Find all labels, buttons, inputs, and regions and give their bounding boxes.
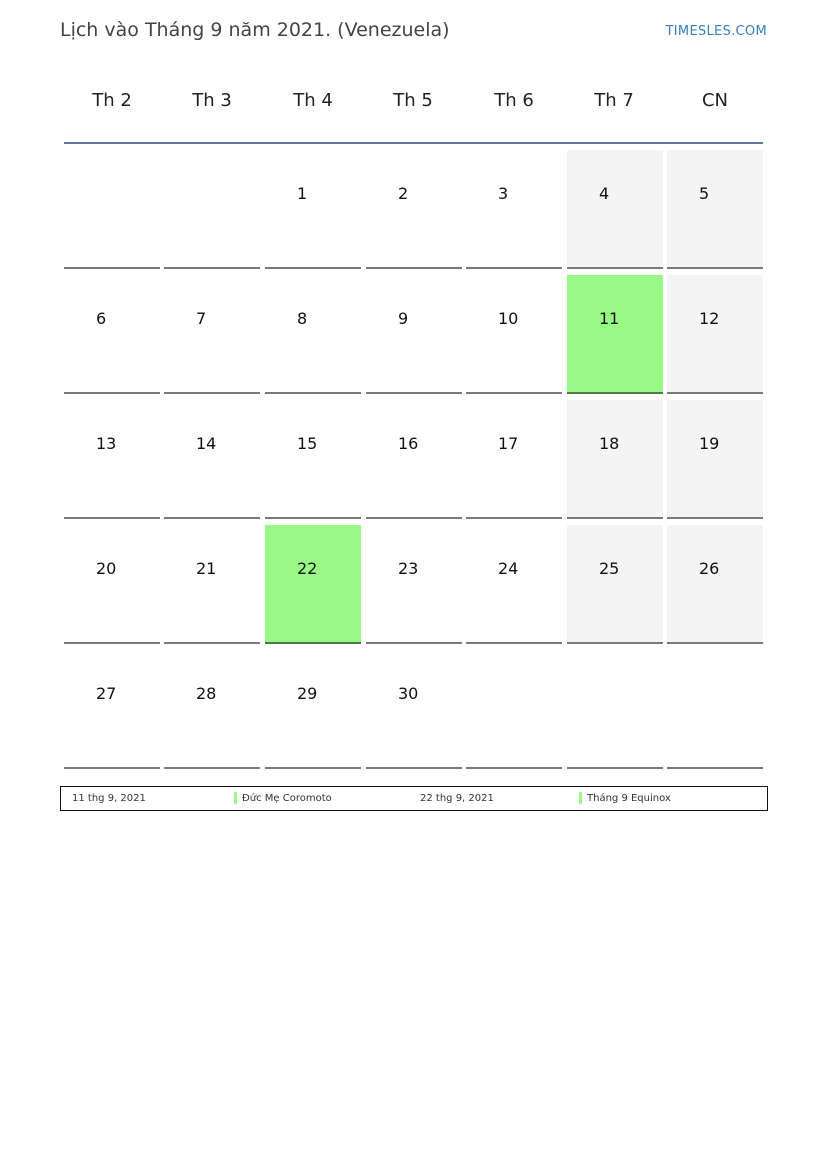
header-divider — [64, 142, 763, 144]
day-cell[interactable] — [366, 650, 462, 769]
day-number: 11 — [599, 309, 620, 328]
day-number: 1 — [297, 184, 308, 203]
day-number: 29 — [297, 684, 318, 703]
day-cell[interactable] — [366, 275, 462, 394]
day-number: 16 — [398, 434, 419, 453]
day-number: 25 — [599, 559, 620, 578]
day-number: 10 — [498, 309, 519, 328]
day-cell[interactable] — [466, 525, 562, 644]
day-cell[interactable] — [567, 275, 663, 394]
legend-color-marker — [234, 792, 237, 804]
holiday-legend — [60, 786, 768, 811]
legend-color-marker — [579, 792, 582, 804]
day-cell[interactable] — [265, 525, 361, 644]
weekday-header — [64, 90, 763, 118]
day-number: 24 — [498, 559, 519, 578]
day-cell[interactable] — [466, 275, 562, 394]
day-cell[interactable] — [667, 275, 763, 394]
day-cell[interactable] — [265, 400, 361, 519]
day-cell[interactable] — [164, 650, 260, 769]
day-number: 9 — [398, 309, 409, 328]
day-number: 22 — [297, 559, 318, 578]
day-cell[interactable] — [567, 150, 663, 269]
empty-day-cell — [466, 650, 562, 769]
day-cell[interactable] — [265, 650, 361, 769]
weekday-label: Th 4 — [293, 90, 333, 111]
day-cell[interactable] — [265, 275, 361, 394]
day-number: 15 — [297, 434, 318, 453]
day-cell[interactable] — [366, 400, 462, 519]
day-cell[interactable] — [366, 150, 462, 269]
day-cell[interactable] — [567, 400, 663, 519]
legend-date: 11 thg 9, 2021 — [72, 793, 146, 804]
day-cell[interactable] — [64, 275, 160, 394]
legend-holiday-name: Tháng 9 Equinox — [587, 793, 671, 804]
day-number: 4 — [599, 184, 610, 203]
day-cell[interactable] — [64, 525, 160, 644]
day-number: 27 — [96, 684, 117, 703]
empty-day-cell — [667, 650, 763, 769]
day-number: 12 — [699, 309, 720, 328]
day-cell[interactable] — [366, 525, 462, 644]
day-number: 20 — [96, 559, 117, 578]
day-cell[interactable] — [265, 150, 361, 269]
day-number: 8 — [297, 309, 308, 328]
day-cell[interactable] — [64, 650, 160, 769]
weekday-label: Th 5 — [393, 90, 433, 111]
day-cell[interactable] — [164, 400, 260, 519]
day-number: 30 — [398, 684, 419, 703]
empty-day-cell — [164, 150, 260, 269]
page-title: Lịch vào Tháng 9 năm 2021. (Venezuela) — [60, 19, 450, 41]
weekday-label: CN — [701, 90, 729, 111]
day-cell[interactable] — [164, 275, 260, 394]
day-number: 7 — [196, 309, 207, 328]
day-cell[interactable] — [64, 400, 160, 519]
weekday-label: Th 2 — [92, 90, 132, 111]
day-number: 14 — [196, 434, 217, 453]
day-cell[interactable] — [667, 525, 763, 644]
day-number: 26 — [699, 559, 720, 578]
day-number: 3 — [498, 184, 509, 203]
weekday-label: Th 7 — [594, 90, 634, 111]
empty-day-cell — [64, 150, 160, 269]
day-cell[interactable] — [667, 150, 763, 269]
day-number: 18 — [599, 434, 620, 453]
legend-holiday-name: Đức Mẹ Coromoto — [242, 793, 332, 804]
weekday-label: Th 3 — [192, 90, 232, 111]
weekday-label: Th 6 — [494, 90, 534, 111]
empty-day-cell — [567, 650, 663, 769]
day-cell[interactable] — [164, 525, 260, 644]
day-number: 19 — [699, 434, 720, 453]
day-number: 6 — [96, 309, 107, 328]
day-number: 5 — [699, 184, 710, 203]
day-number: 17 — [498, 434, 519, 453]
day-cell[interactable] — [667, 400, 763, 519]
day-cell[interactable] — [466, 400, 562, 519]
day-cell[interactable] — [466, 150, 562, 269]
day-number: 13 — [96, 434, 117, 453]
day-cell[interactable] — [567, 525, 663, 644]
day-number: 23 — [398, 559, 419, 578]
legend-date: 22 thg 9, 2021 — [420, 793, 494, 804]
day-number: 2 — [398, 184, 409, 203]
day-number: 28 — [196, 684, 217, 703]
brand-link[interactable]: TIMESLES.COM — [665, 24, 767, 39]
day-number: 21 — [196, 559, 217, 578]
